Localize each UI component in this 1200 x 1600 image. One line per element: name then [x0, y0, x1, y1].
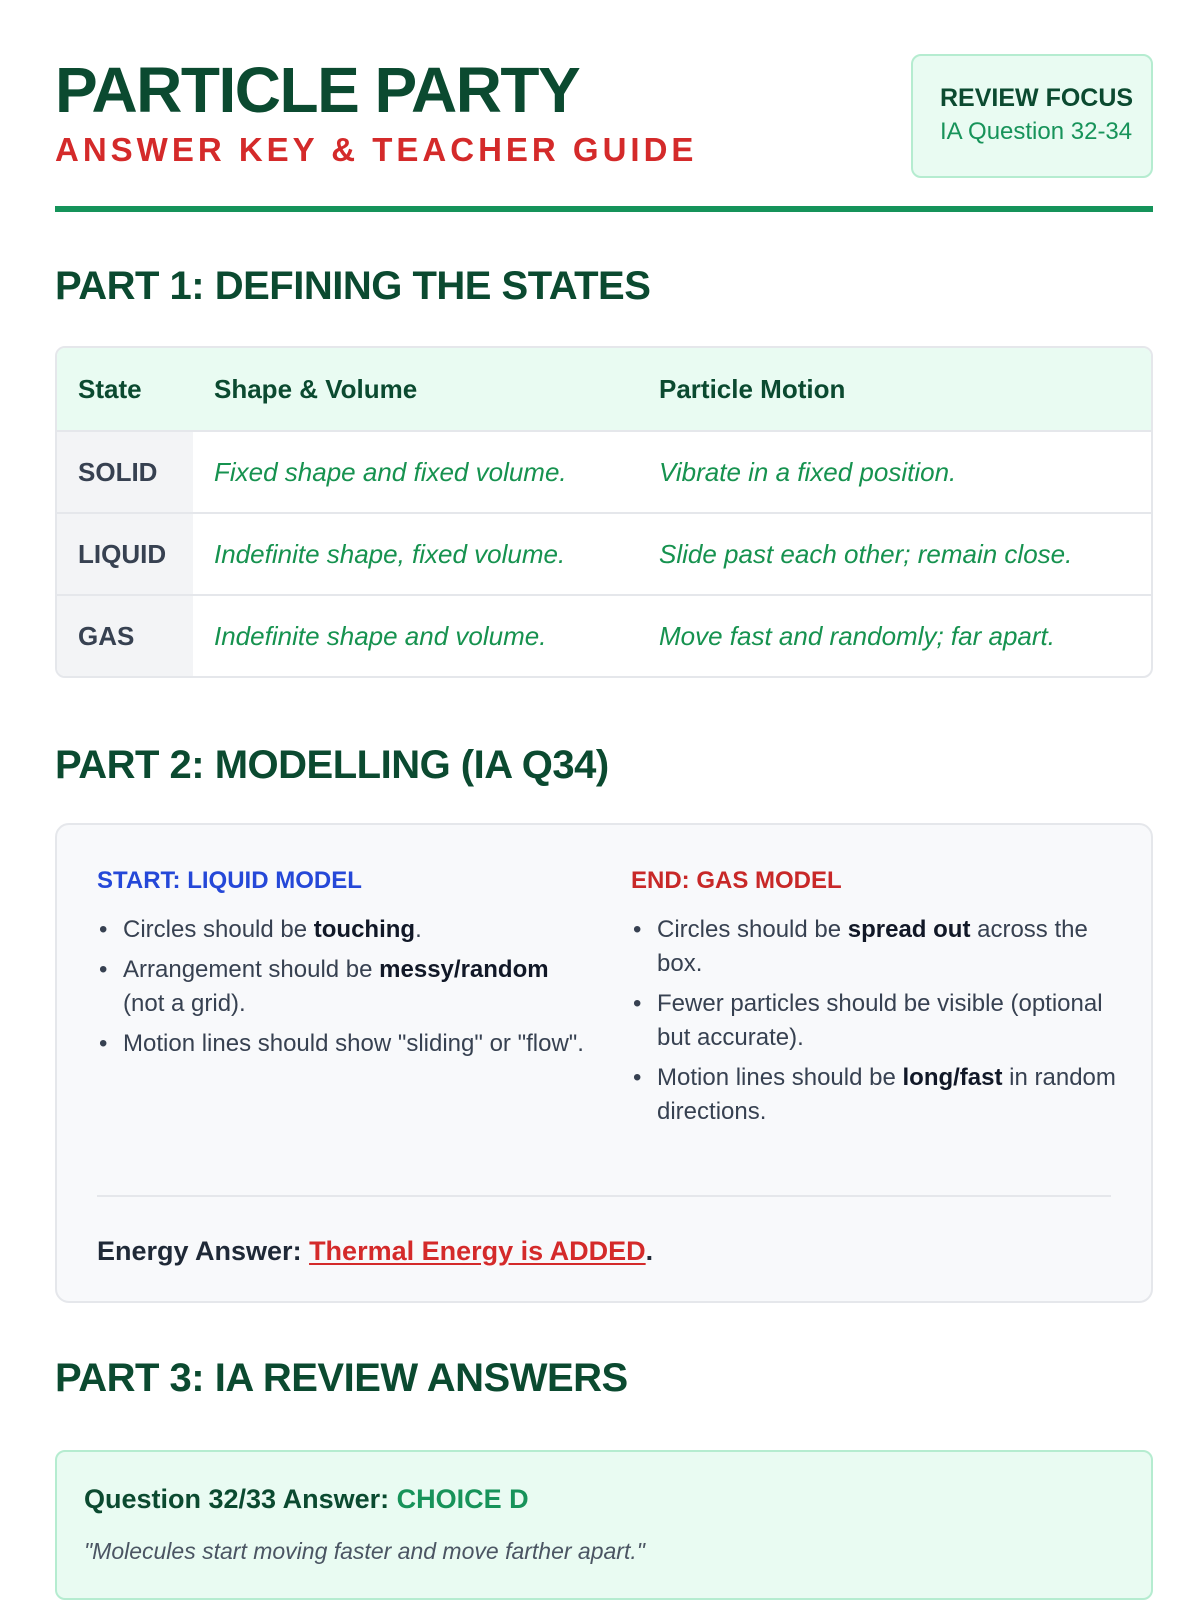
list-item-text: Circles should be: [123, 916, 314, 943]
question-answer-line: [84, 1486, 529, 1513]
state-cell: SOLID: [57, 432, 193, 512]
list-item: [97, 953, 587, 1021]
table-row: [57, 512, 1151, 594]
energy-answer-line: [97, 1238, 653, 1265]
liquid-model-column: [97, 869, 587, 1067]
list-item: • Fewer particles should be visible (optional but accurate).: [631, 987, 1121, 1055]
list-item-text: Motion lines should be: [657, 1064, 903, 1091]
list-item-bold: messy/random: [379, 956, 549, 983]
shape-cell: Indefinite shape, fixed volume.: [214, 538, 566, 569]
list-item: • Motion lines should show "sliding" or "flow".: [97, 1027, 587, 1061]
review-focus-badge: [911, 54, 1153, 178]
review-focus-label: REVIEW FOCUS: [940, 84, 1134, 112]
energy-answer: Thermal Energy is ADDED: [309, 1236, 646, 1266]
gas-model-list: [631, 913, 1121, 1129]
energy-end: .: [645, 1236, 654, 1266]
part1-title: PART 1: DEFINING THE STATES: [55, 264, 651, 308]
page-title: PARTICLE PARTY: [55, 54, 580, 126]
answer-choice: CHOICE D: [396, 1484, 529, 1514]
review-answer-box: [55, 1450, 1153, 1600]
table-row: [57, 430, 1151, 512]
part3-title: PART 3: IA REVIEW ANSWERS: [55, 1356, 628, 1400]
table-row: [57, 594, 1151, 676]
liquid-model-title: START: LIQUID MODEL: [97, 867, 362, 894]
list-item-bold: long/fast: [902, 1064, 1003, 1091]
states-table: [55, 346, 1153, 678]
column-header-shape: Shape & Volume: [214, 373, 418, 404]
column-header-motion: Particle Motion: [659, 373, 846, 404]
list-item-bold: touching: [313, 916, 416, 943]
list-item: [631, 913, 1121, 981]
motion-cell: Move fast and randomly; far apart.: [659, 620, 1055, 651]
column-header-state: State: [78, 373, 142, 404]
shape-cell: Fixed shape and fixed volume.: [214, 456, 567, 487]
list-item-bold: spread out: [847, 916, 971, 943]
state-cell: LIQUID: [57, 514, 193, 594]
state-cell: GAS: [57, 596, 193, 676]
modelling-box: [55, 823, 1153, 1303]
page-subtitle: ANSWER KEY & TEACHER GUIDE: [55, 131, 698, 168]
review-focus-value: IA Question 32-34: [940, 118, 1133, 145]
list-item-text: (not a grid).: [123, 990, 246, 1017]
list-item: [631, 1061, 1121, 1129]
page-header: [55, 0, 1153, 212]
gas-model-title: END: GAS MODEL: [631, 867, 842, 894]
answer-quote: "Molecules start moving faster and move farther apart.": [84, 1538, 645, 1564]
divider: [97, 1195, 1111, 1197]
gas-model-column: [631, 869, 1121, 1135]
energy-label: Energy Answer:: [97, 1236, 310, 1266]
question-label: Question 32/33 Answer:: [84, 1484, 397, 1514]
list-item-text: Arrangement should be: [123, 956, 380, 983]
list-item-text: in random directions.: [657, 1064, 1116, 1125]
list-item-text: .: [415, 916, 422, 943]
list-item: [97, 913, 587, 947]
shape-cell: Indefinite shape and volume.: [214, 620, 547, 651]
list-item-text: across the box.: [657, 916, 1088, 977]
answer-key-page: [55, 0, 1153, 1564]
motion-cell: Vibrate in a fixed position.: [659, 456, 957, 487]
liquid-model-list: [97, 913, 587, 1061]
motion-cell: Slide past each other; remain close.: [659, 538, 1073, 569]
list-item-text: Circles should be: [657, 916, 848, 943]
table-header-row: [57, 348, 1151, 430]
part2-title: PART 2: MODELLING (IA Q34): [55, 743, 609, 787]
